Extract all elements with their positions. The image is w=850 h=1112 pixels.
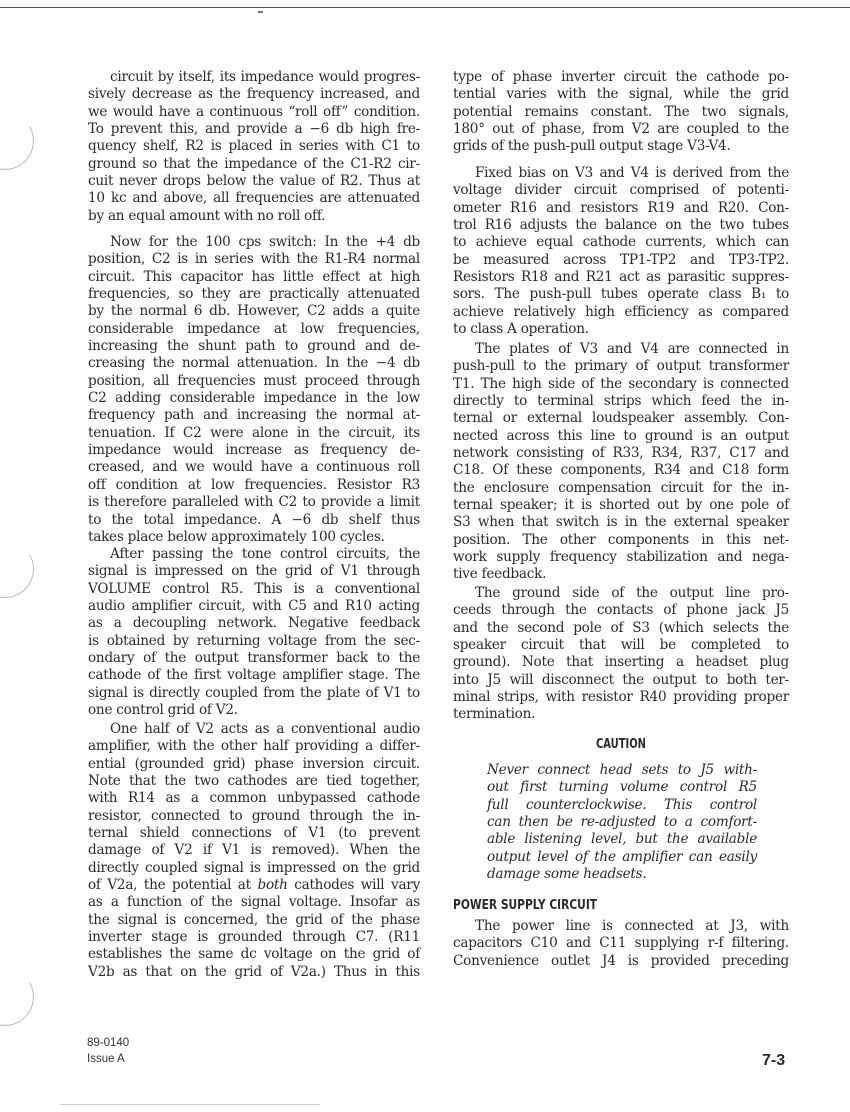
- punch-hole-mark: [0, 961, 41, 1032]
- text-line: Now for the 100 cps switch: In the +4 db: [110, 234, 420, 250]
- page-number: 7-3: [762, 1052, 786, 1069]
- text-line: S3 when that switch is in the external speaker: [453, 514, 789, 531]
- text-line: to class A operation.: [453, 321, 589, 338]
- text-line: as a decoupling network. Negative feedback: [88, 615, 420, 632]
- text-line: circuit by itself, its impedance would progres-: [110, 69, 420, 85]
- text-line: Fixed bias on V3 and V4 is derived from the: [475, 165, 789, 181]
- text-line: one control grid of V2.: [88, 702, 238, 719]
- text-line: sively decrease as the frequency increased, and: [88, 86, 420, 103]
- text-line: potential remains constant. The two signals,: [453, 103, 789, 120]
- text-line: resistor, connected to ground through the in-: [88, 807, 420, 824]
- text-line: The plates of V3 and V4 are connected in: [475, 341, 789, 357]
- text-line: into J5 will disconnect the output to both ter-: [453, 671, 789, 688]
- text-line: circuit. This capacitor has little effect at high: [88, 268, 420, 285]
- text-line: ground). Note that inserting a headset plug: [453, 654, 789, 671]
- scan-mark: [258, 11, 263, 13]
- text-line: type of phase inverter circuit the cathode po-: [453, 69, 789, 85]
- text-line: as a function of the signal voltage. Insofar as: [88, 894, 420, 911]
- text-line: by the normal 6 db. However, C2 adds a quite: [88, 303, 420, 320]
- text-line: The ground side of the output line pro-: [475, 585, 789, 601]
- text-line: termination.: [453, 706, 536, 723]
- text-line: speaker circuit that will be completed to: [453, 637, 789, 654]
- text-line: audio amplifier circuit, with C5 and R10 acting: [88, 598, 420, 615]
- text-line: able listening level, but the available: [487, 831, 757, 848]
- text-line: C2 adding considerable impedance in the low: [88, 390, 420, 407]
- text-line: Convenience outlet J4 is provided preceding: [453, 952, 789, 969]
- text-line: signal is impressed on the grid of V1 through: [88, 563, 420, 580]
- text-line: tential varies with the signal, while the grid: [453, 86, 789, 103]
- text-line: output level of the amplifier can easily: [487, 848, 757, 865]
- text-line: position, C2 is in series with the R1-R4 normal: [88, 251, 420, 268]
- text-line: T1. The high side of the secondary is connected: [453, 375, 789, 392]
- text-line: Never connect head sets to J5 with-: [487, 762, 757, 778]
- text-line: out first turning volume control R5: [487, 779, 757, 796]
- text-line: quency shelf, R2 is placed in series with C1 to: [88, 138, 420, 155]
- text-line: position. The other components in this net-: [453, 531, 789, 548]
- page-bottom-edge: [60, 1104, 320, 1105]
- text-line: and the second pole of S3 (which selects the: [453, 619, 789, 636]
- text-line: ternal speaker; it is shorted out by one pole of: [453, 497, 789, 514]
- text-line: frequency path and increasing the normal at-: [88, 407, 420, 424]
- paragraph: [88, 234, 420, 546]
- text-line: considerable impedance at low frequencies,: [88, 320, 420, 337]
- paragraph: [88, 69, 420, 225]
- text-line: creased, and we would have a continuous roll: [88, 459, 420, 476]
- paragraph: [453, 165, 789, 338]
- text-line: cathode of the first voltage amplifier stage. The: [88, 667, 420, 684]
- text-line: cuit never drops below the value of R2. Thus at: [88, 173, 420, 190]
- text-line: work supply frequency stabilization and nega-: [453, 549, 789, 566]
- text-line: impedance would increase as frequency de-: [88, 442, 420, 459]
- text-line: the enclosure compensation circuit for the in-: [453, 479, 789, 496]
- text-line: directly coupled signal is impressed on the grid: [88, 859, 420, 876]
- text-line: inverter stage is grounded through C7. (R11: [88, 929, 420, 946]
- caution-title: CAUTION: [596, 737, 646, 752]
- text-line: capacitors C10 and C11 supplying r-f filtering.: [453, 935, 789, 952]
- text-line: off condition at low frequencies. Resistor R3: [88, 476, 420, 493]
- text-line: tive feedback.: [453, 566, 547, 583]
- text-line: ternal shield connections of V1 (to prevent: [88, 825, 420, 842]
- text-line: to the total impedance. A −6 db shelf thus: [88, 511, 420, 528]
- text-line: Resistors R18 and R21 act as parasitic suppres-: [453, 269, 789, 286]
- section-heading-power-supply: POWER SUPPLY CIRCUIT: [453, 898, 598, 913]
- text-line: network consisting of R33, R34, R37, C17 and: [453, 445, 789, 462]
- text-line: ternal or external loudspeaker assembly. Con-: [453, 410, 789, 427]
- text-line: achieve relatively high efficiency as compared: [453, 303, 789, 320]
- text-line: Note that the two cathodes are tied together,: [88, 773, 420, 790]
- text-line: VOLUME control R5. This is a conventional: [88, 580, 420, 597]
- text-line: [88, 877, 420, 894]
- text-line: ceeds through the contacts of phone jack J5: [453, 602, 789, 619]
- text-line: One half of V2 acts as a conventional audio: [110, 721, 420, 737]
- text-line: directly to terminal strips which feed the in-: [453, 393, 789, 410]
- text-line: takes place below approximately 100 cycles.: [88, 528, 385, 545]
- text-line: to achieve equal cathode currents, which can: [453, 234, 789, 251]
- text-line: creasing the normal attenuation. In the −4 db: [88, 355, 420, 372]
- paragraph: [453, 585, 789, 724]
- text-line: ground so that the impedance of the C1-R2 cir-: [88, 155, 420, 172]
- issue-label: Issue A: [87, 1053, 125, 1065]
- text-line: After passing the tone control circuits, the: [110, 546, 420, 562]
- text-line: with R14 as a common unbypassed cathode: [88, 790, 420, 807]
- text-line: damage of V2 if V1 is removed). When the: [88, 842, 420, 859]
- text-line: establishes the same dc voltage on the grid of: [88, 946, 420, 963]
- emphasized-text: both: [257, 877, 288, 894]
- text-line: can then be re-adjusted to a comfort-: [487, 814, 757, 831]
- caution-note: [487, 762, 757, 883]
- footer-doc-info: [87, 1035, 129, 1067]
- doc-number: 89-0140: [87, 1037, 130, 1049]
- paragraph: [453, 341, 789, 584]
- text-line: sors. The push-pull tubes operate class B₁ to: [453, 286, 789, 303]
- text-line: full counterclockwise. This control: [487, 796, 757, 813]
- text-line: ondary of the output transformer back to the: [88, 650, 420, 667]
- text-line: To prevent this, and provide a −6 db high fre-: [88, 121, 420, 138]
- text-line: 10 kc and above, all frequencies are attenuated: [88, 190, 420, 207]
- page-top-border: [0, 7, 850, 8]
- punch-hole-mark: [0, 105, 41, 176]
- text-line: voltage divider circuit comprised of potenti-: [453, 182, 789, 199]
- text-line: push-pull to the primary of output transformer: [453, 358, 789, 375]
- text-line: we would have a continuous “roll off” condition.: [88, 103, 420, 120]
- text-line: nected across this line to ground is an output: [453, 427, 789, 444]
- text-line: ential (grounded grid) phase inversion circuit.: [88, 755, 420, 772]
- text-line: ometer R16 and resistors R19 and R20. Con-: [453, 199, 789, 216]
- text-segment: cathodes will vary: [287, 877, 421, 894]
- text-line: trol R16 adjusts the balance on the two tubes: [453, 217, 789, 234]
- text-line: is therefore paralleled with C2 to provide a limit: [88, 494, 420, 511]
- text-line: increasing the shunt path to ground and de-: [88, 338, 420, 355]
- text-line: The power line is connected at J3, with: [475, 918, 789, 934]
- paragraph: [88, 546, 420, 719]
- text-line: V2b as that on the grid of V2a.) Thus in this: [88, 963, 420, 980]
- text-line: position, all frequencies must proceed through: [88, 372, 420, 389]
- text-line: damage some headsets.: [487, 866, 647, 883]
- text-segment: of V2a, the potential at: [88, 877, 258, 894]
- power-supply-paragraph: [453, 918, 789, 970]
- text-line: amplifier, with the other half providing a differ-: [88, 738, 420, 755]
- text-line: minal strips, with resistor R40 providing proper: [453, 689, 789, 706]
- punch-hole-mark: [0, 533, 41, 604]
- paragraph: [88, 721, 420, 981]
- text-line: by an equal amount with no roll off.: [88, 207, 326, 224]
- text-line: grids of the push-pull output stage V3-V4.: [453, 138, 731, 155]
- text-line: 180° out of phase, from V2 are coupled to the: [453, 121, 789, 138]
- text-line: frequencies, so they are practically attenuated: [88, 286, 420, 303]
- text-line: C18. Of these components, R34 and C18 form: [453, 462, 789, 479]
- text-line: is obtained by returning voltage from the sec-: [88, 632, 420, 649]
- text-line: signal is directly coupled from the plate of V1 to: [88, 684, 420, 701]
- text-line: be measured across TP1-TP2 and TP3-TP2.: [453, 251, 789, 268]
- text-line: the signal is concerned, the grid of the phase: [88, 911, 420, 928]
- text-line: tenuation. If C2 were alone in the circuit, its: [88, 424, 420, 441]
- paragraph: [453, 69, 789, 156]
